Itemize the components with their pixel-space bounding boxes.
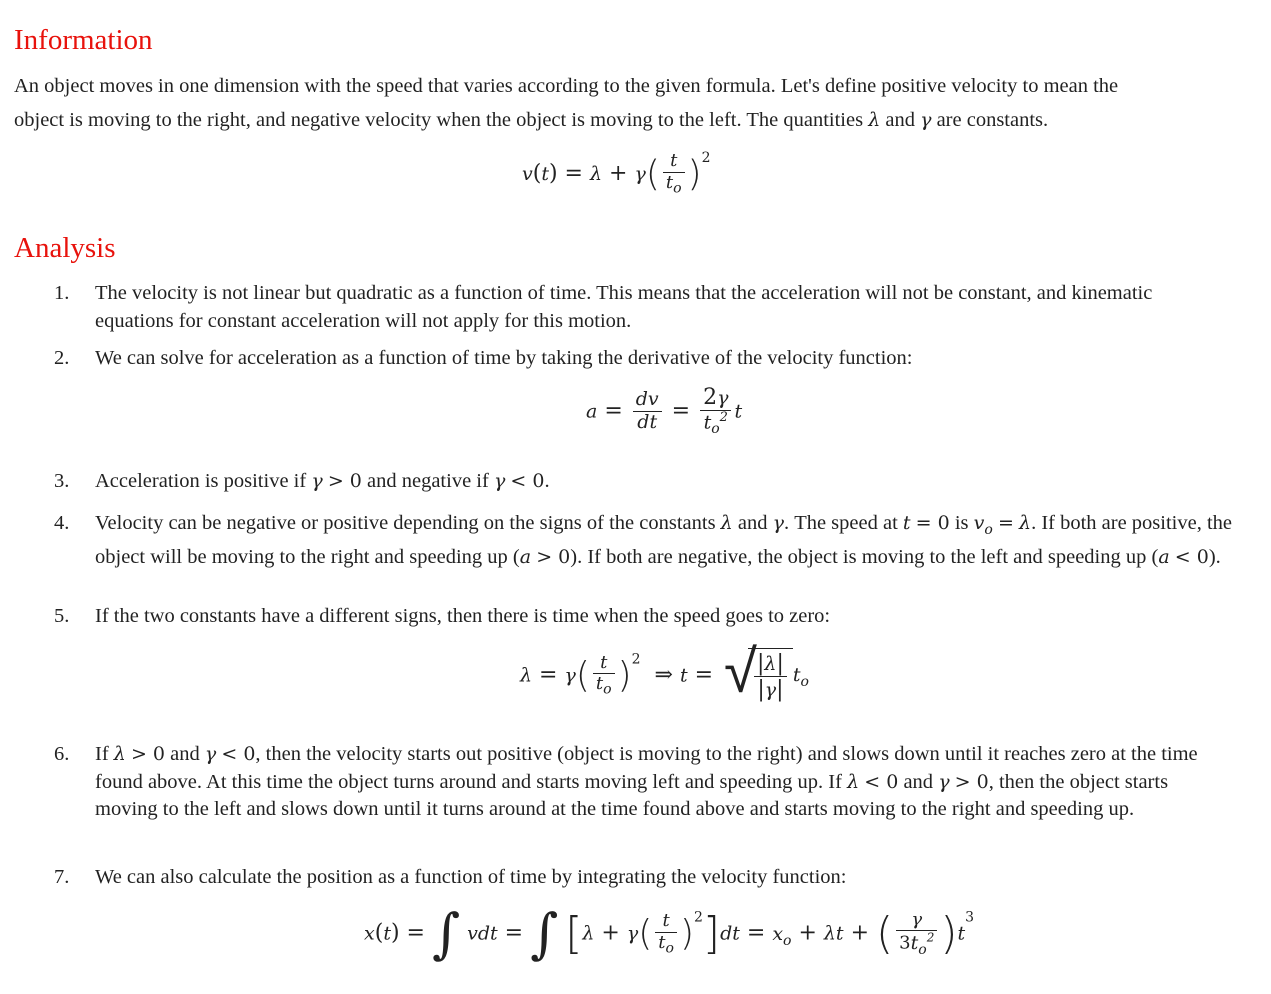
item-number: 2. bbox=[54, 347, 70, 369]
analysis-item-6: If λ > 0 and γ < 0, then the velocity starts out positive (object is moving to the right) and slows down until it reaches zero at the time found above. At this time the object turns around and starts moving left and speeding up. If λ < 0 and γ > 0, then the object starts moving to the left and slows down until it turns around at the time found above and starts moving to the right and speeding up. bbox=[95, 743, 1198, 820]
item-number: 7. bbox=[54, 866, 70, 888]
zero-speed-equation: λ = γ( $\frac{t}{t_o}$ )$^2$ ⇒ t = √ $\frac{|\lambda|}{|\gamma|}$ $t_o$ bbox=[520, 637, 809, 707]
analysis-heading: Analysis bbox=[14, 232, 116, 264]
analysis-item-7: We can also calculate the position as a function of time by integrating the velocity function: bbox=[95, 866, 847, 888]
item-number: 3. bbox=[54, 470, 70, 492]
item-number: 5. bbox=[54, 605, 70, 627]
analysis-item-4: Velocity can be negative or positive depending on the signs of the constants λ and γ. The speed at t = 0 is $v_o = \lambda$. If both are positive, the object will be moving to the right and speeding up (a > 0). If both are negative, the object is moving to the left and speeding up (a < 0). bbox=[95, 512, 1233, 569]
acceleration-equation: a = $\frac{dv}{dt}$ = $\frac{2\gamma}{t_o^2}$ t bbox=[586, 385, 743, 438]
item-number: 4. bbox=[54, 512, 70, 534]
velocity-equation: v(t) = λ + γ( $\frac{t}{t_o}$ )$^2$ bbox=[522, 150, 711, 197]
information-heading: Information bbox=[14, 24, 153, 56]
analysis-item-2: We can solve for acceleration as a function of time by taking the derivative of the velocity function: bbox=[95, 347, 913, 369]
analysis-item-5: If the two constants have a different signs, then there is time when the speed goes to zero: bbox=[95, 605, 831, 627]
item-number: 1. bbox=[54, 282, 70, 304]
item-number: 6. bbox=[54, 743, 70, 765]
information-paragraph: An object moves in one dimension with the speed that varies according to the given formula. Let's define positive velocity to mean the object is moving to the right, and negative velocity when the object is moving to the left. The quantities λ and γ are constants. bbox=[14, 75, 1119, 131]
position-equation: x(t) = ∫ vdt = ∫ [λ + γ( $\frac{t}{t_o}$ )$^2]dt = x_o + \lambda t$ + ( $\frac{\gamma}{3t_o^2}$ )$t^3$ bbox=[364, 902, 975, 965]
analysis-item-3: Acceleration is positive if γ > 0 and negative if γ < 0. bbox=[95, 470, 550, 492]
analysis-item-1: The velocity is not linear but quadratic as a function of time. This means that the acceleration will not be constant, and kinematic equations for constant acceleration will not apply for this motion. bbox=[95, 282, 1153, 332]
